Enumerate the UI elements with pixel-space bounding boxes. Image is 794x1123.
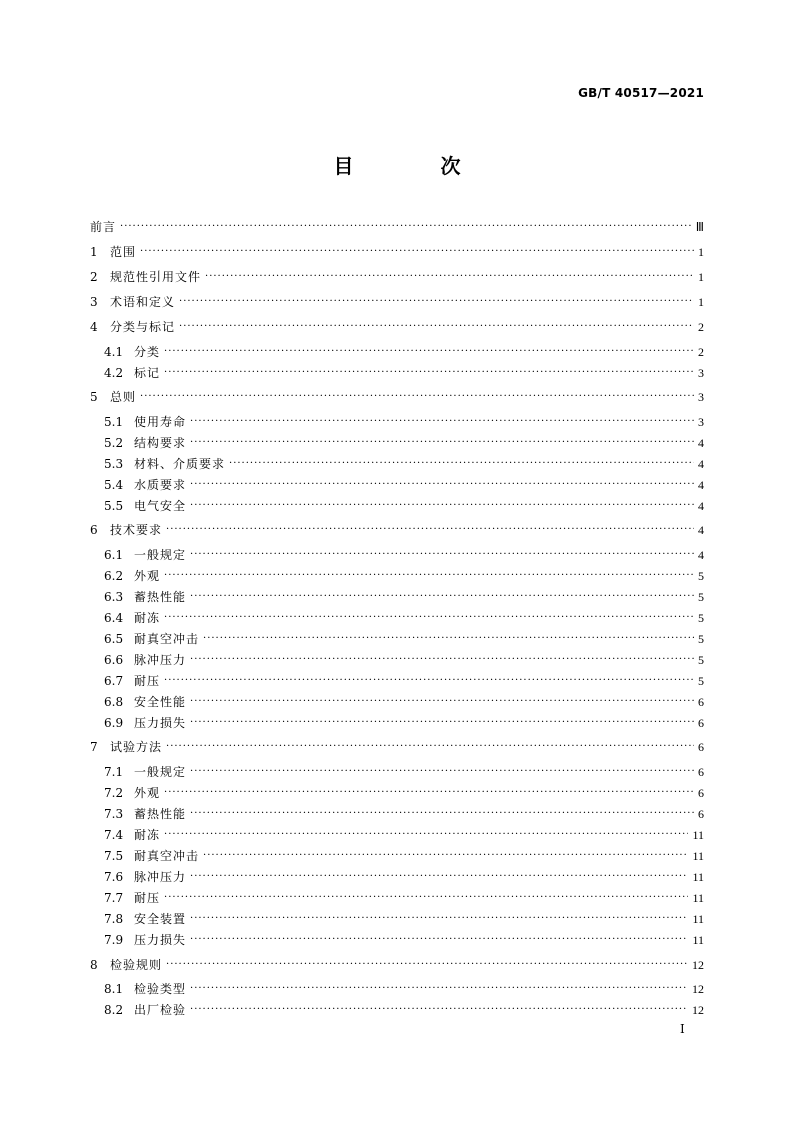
toc-entry-page: 12 [692,958,704,972]
toc-leader-dots [190,763,694,781]
toc-entry-label: 外观 [134,569,161,583]
toc-entry-page: 4 [698,523,704,537]
toc-entry-number: 5 [90,390,98,404]
toc-entry-label: 出厂检验 [134,1003,187,1017]
toc-leader-dots [203,847,688,865]
toc-entry-number: 7.9 [104,933,124,947]
toc-entry-page: 3 [698,390,704,404]
toc-leader-dots [179,318,694,336]
toc-entry[interactable] [90,630,704,648]
toc-entry-page: Ⅲ [695,220,704,234]
toc-entry[interactable] [90,651,704,669]
toc-entry[interactable] [90,434,704,452]
toc-entry-number: 7.5 [104,849,124,863]
toc-entry-number: 5.5 [104,499,124,513]
toc-entry-page: 3 [698,366,704,380]
toc-entry-label: 电气安全 [134,499,187,513]
toc-entry-number: 4 [90,320,98,334]
toc-entry[interactable] [90,784,704,802]
toc-entry[interactable] [90,980,704,998]
toc-entry-number: 6.5 [104,632,124,646]
toc-leader-dots [190,1001,688,1019]
toc-entry-page: 1 [698,245,704,259]
toc-entry-page: 12 [692,1003,704,1017]
toc-entry-page: 5 [698,632,704,646]
toc-entry-page: 11 [692,849,704,863]
toc-entry-number: 3 [90,295,98,309]
toc-leader-dots [203,630,694,648]
toc-leader-dots [190,980,688,998]
toc-entry-number: 7.6 [104,870,124,884]
toc-entry-label: 使用寿命 [134,415,187,429]
toc-entry-page: 2 [698,320,704,334]
toc-entry[interactable] [90,868,704,886]
toc-entry-page: 11 [692,891,704,905]
toc-entry-number: 5.4 [104,478,124,492]
toc-entry[interactable] [90,609,704,627]
toc-entry[interactable] [90,714,704,732]
toc-entry-number: 7.1 [104,765,124,779]
toc-leader-dots [190,868,688,886]
toc-entry-page: 2 [698,345,704,359]
toc-entry-page: 4 [698,478,704,492]
toc-entry[interactable] [90,268,704,286]
toc-entry[interactable] [90,318,704,336]
toc-entry-number: 6.6 [104,653,124,667]
toc-leader-dots [120,218,692,236]
toc-entry[interactable] [90,343,704,361]
toc-entry-label: 安全装置 [134,912,187,926]
toc-entry-number: 7.7 [104,891,124,905]
toc-entry[interactable] [90,455,704,473]
toc-entry-number: 4.1 [104,345,124,359]
toc-entry[interactable] [90,738,704,756]
toc-entry[interactable] [90,364,704,382]
toc-leader-dots [229,455,694,473]
toc-entry-label: 规范性引用文件 [110,270,202,284]
toc-entry-label: 检验类型 [134,982,187,996]
toc-entry-page: 4 [698,436,704,450]
toc-entry-number: 8.2 [104,1003,124,1017]
toc-entry-page: 1 [698,295,704,309]
toc-leader-dots [190,693,694,711]
toc-leader-dots [179,293,694,311]
toc-entry-label: 耐压 [134,891,161,905]
toc-entry-label: 总则 [110,390,137,404]
toc-entry-page: 6 [698,695,704,709]
toc-entry[interactable] [90,889,704,907]
toc-leader-dots [190,546,694,564]
toc-entry-label: 耐压 [134,674,161,688]
toc-leader-dots [205,268,694,286]
toc-leader-dots [190,413,694,431]
toc-leader-dots [164,343,694,361]
toc-entry-number: 6.2 [104,569,124,583]
toc-entry-page: 11 [692,828,704,842]
toc-entry-label: 压力损失 [134,933,187,947]
toc-entry-number: 6.4 [104,611,124,625]
toc-entry[interactable] [90,218,704,236]
toc-entry-label: 试验方法 [110,740,163,754]
toc-entry-label: 安全性能 [134,695,187,709]
toc-entry-number: 7.4 [104,828,124,842]
toc-entry-number: 4.2 [104,366,124,380]
toc-entry-number: 8 [90,958,98,972]
toc-entry-page: 4 [698,548,704,562]
toc-entry-page: 4 [698,457,704,471]
toc-entry[interactable] [90,497,704,515]
toc-entry-number: 1 [90,245,98,259]
toc-entry-number: 6.8 [104,695,124,709]
toc-entry-page: 11 [692,912,704,926]
toc-entry[interactable] [90,826,704,844]
toc-entry-page: 6 [698,716,704,730]
toc-entry-label: 一般规定 [134,548,187,562]
toc-entry-page: 1 [698,270,704,284]
toc-leader-dots [140,388,694,406]
toc-entry-label: 前言 [90,220,117,234]
toc-entry[interactable] [90,956,704,974]
toc-entry-page: 6 [698,786,704,800]
toc-entry-label: 标记 [134,366,161,380]
toc-entry-label: 耐冻 [134,611,161,625]
toc-entry[interactable] [90,567,704,585]
page-number: I [680,1022,685,1036]
toc-leader-dots [166,521,694,539]
toc-leader-dots [190,476,694,494]
toc-entry-label: 水质要求 [134,478,187,492]
toc-entry-number: 5.3 [104,457,124,471]
toc-entry-page: 5 [698,674,704,688]
toc-leader-dots [190,434,694,452]
toc-entry-number: 7 [90,740,98,754]
toc-entry-page: 4 [698,499,704,513]
toc-entry[interactable] [90,910,704,928]
toc-entry-number: 6.3 [104,590,124,604]
toc-entry[interactable] [90,1001,704,1019]
toc-entry[interactable] [90,293,704,311]
toc-leader-dots [164,672,694,690]
toc-entry-label: 蓄热性能 [134,807,187,821]
toc-entry-number: 5.2 [104,436,124,450]
toc-leader-dots [190,588,694,606]
toc-entry-label: 检验规则 [110,958,163,972]
standard-code: GB/T 40517—2021 [578,86,704,100]
toc-entry[interactable] [90,476,704,494]
toc-entry[interactable] [90,805,704,823]
toc-entry-number: 6 [90,523,98,537]
toc-entry-page: 6 [698,807,704,821]
toc-entry-number: 6.7 [104,674,124,688]
toc-entry-number: 6.9 [104,716,124,730]
toc-entry[interactable] [90,847,704,865]
toc-entry-number: 8.1 [104,982,124,996]
toc-entry[interactable] [90,931,704,949]
toc-entry-number: 6.1 [104,548,124,562]
toc-entry[interactable] [90,672,704,690]
toc-entry-number: 5.1 [104,415,124,429]
toc-entry-label: 耐真空冲击 [134,632,200,646]
toc-entry-label: 范围 [110,245,137,259]
toc-entry-label: 术语和定义 [110,295,176,309]
toc-leader-dots [190,651,694,669]
toc-entry[interactable] [90,763,704,781]
toc-leader-dots [190,497,694,515]
toc-entry[interactable] [90,388,704,406]
toc-entry[interactable] [90,413,704,431]
toc-entry-page: 6 [698,740,704,754]
toc-entry[interactable] [90,243,704,261]
toc-entry-number: 7.8 [104,912,124,926]
toc-leader-dots [164,826,688,844]
toc-entry-page: 11 [692,870,704,884]
toc-leader-dots [190,910,688,928]
toc-leader-dots [164,567,694,585]
toc-leader-dots [166,738,694,756]
toc-entry-label: 分类 [134,345,161,359]
toc-entry-label: 结构要求 [134,436,187,450]
toc-entry-page: 5 [698,569,704,583]
toc-entry-label: 脉冲压力 [134,870,187,884]
toc-leader-dots [190,714,694,732]
toc-entry-page: 12 [692,982,704,996]
toc-entry-page: 6 [698,765,704,779]
toc-entry-label: 材料、介质要求 [134,457,226,471]
toc-entry-label: 压力损失 [134,716,187,730]
toc-entry-page: 11 [692,933,704,947]
toc-entry[interactable] [90,588,704,606]
toc-entry[interactable] [90,546,704,564]
toc-entry-label: 脉冲压力 [134,653,187,667]
toc-entry-label: 技术要求 [110,523,163,537]
toc-leader-dots [190,805,694,823]
toc-entry-label: 分类与标记 [110,320,176,334]
toc-leader-dots [164,889,688,907]
toc-entry-label: 耐真空冲击 [134,849,200,863]
toc-entry-number: 2 [90,270,98,284]
toc-leader-dots [140,243,694,261]
toc-leader-dots [164,364,694,382]
toc-entry[interactable] [90,693,704,711]
toc-entry-label: 外观 [134,786,161,800]
page-title: 目 次 [333,154,501,178]
toc-entry-label: 一般规定 [134,765,187,779]
toc-entry-page: 5 [698,653,704,667]
toc-entry-label: 耐冻 [134,828,161,842]
toc-leader-dots [190,931,688,949]
toc-entry-page: 5 [698,611,704,625]
toc-leader-dots [164,609,694,627]
toc-entry-number: 7.3 [104,807,124,821]
toc-leader-dots [166,956,688,974]
toc-entry-page: 5 [698,590,704,604]
toc-entry-page: 3 [698,415,704,429]
toc-entry[interactable] [90,521,704,539]
toc-leader-dots [164,784,694,802]
toc-entry-label: 蓄热性能 [134,590,187,604]
toc-entry-number: 7.2 [104,786,124,800]
